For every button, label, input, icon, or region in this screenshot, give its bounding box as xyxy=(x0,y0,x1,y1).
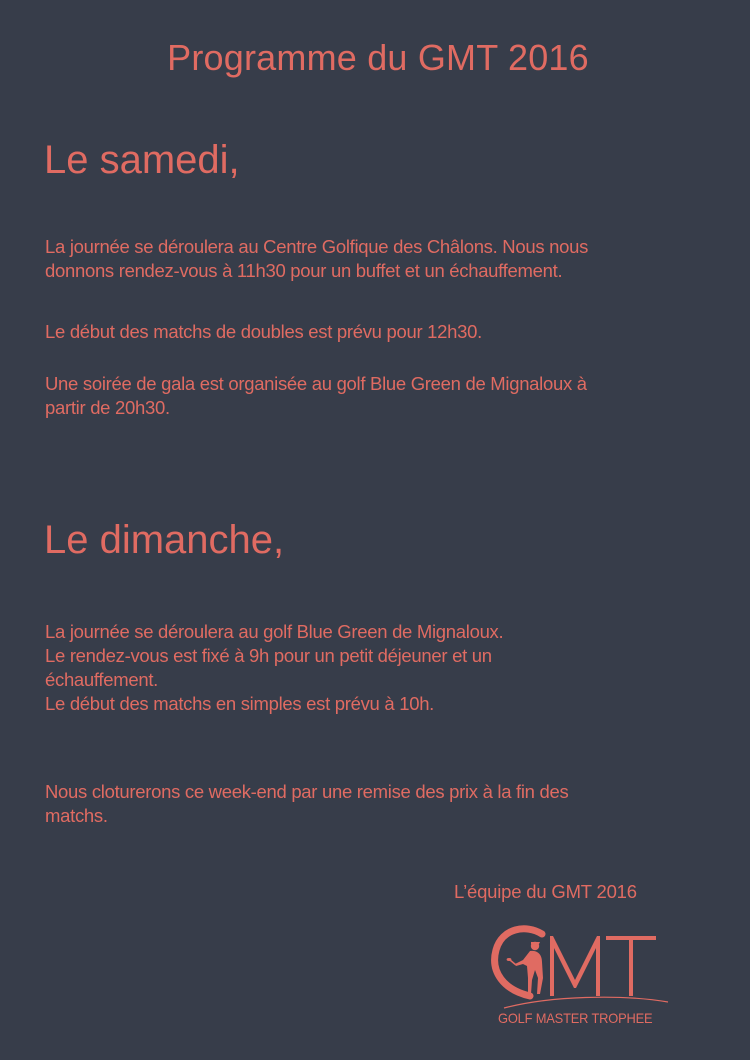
page-title: Programme du GMT 2016 xyxy=(167,37,589,78)
text-line: Une soirée de gala est organisée au golf Blue Green de Mignaloux à xyxy=(45,373,587,394)
text-line: Le début des matchs en simples est prévu à 10h. xyxy=(45,693,435,714)
text-line: échauffement. xyxy=(45,669,159,690)
saturday-paragraph-venue xyxy=(45,235,705,283)
text-line: La journée se déroulera au golf Blue Green de Mignaloux. xyxy=(45,621,504,642)
logo-caption: GOLF MASTER TROPHEE xyxy=(498,1010,653,1026)
text-line: matchs. xyxy=(45,805,108,826)
signature: L’équipe du GMT 2016 xyxy=(454,881,637,902)
text-line: La journée se déroulera au Centre Golfique des Châlons. Nous nous xyxy=(45,236,589,257)
text-line: Le début des matchs de doubles est prévu pour 12h30. xyxy=(45,321,482,342)
sunday-heading: Le dimanche, xyxy=(44,518,285,562)
saturday-heading: Le samedi, xyxy=(44,138,240,182)
sunday-paragraph-closing xyxy=(45,780,705,828)
text-line: Nous cloturerons ce week-end par une remise des prix à la fin des xyxy=(45,781,569,802)
gmt-logo xyxy=(490,922,670,1032)
saturday-paragraph-gala xyxy=(45,372,705,420)
golfer-icon xyxy=(490,922,670,1012)
text-line: donnons rendez-vous à 11h30 pour un buffet et un échauffement. xyxy=(45,260,563,281)
text-line: partir de 20h30. xyxy=(45,397,170,418)
sunday-paragraph-program xyxy=(45,620,705,716)
saturday-paragraph-doubles xyxy=(45,320,705,344)
text-line: Le rendez-vous est fixé à 9h pour un petit déjeuner et un xyxy=(45,645,492,666)
